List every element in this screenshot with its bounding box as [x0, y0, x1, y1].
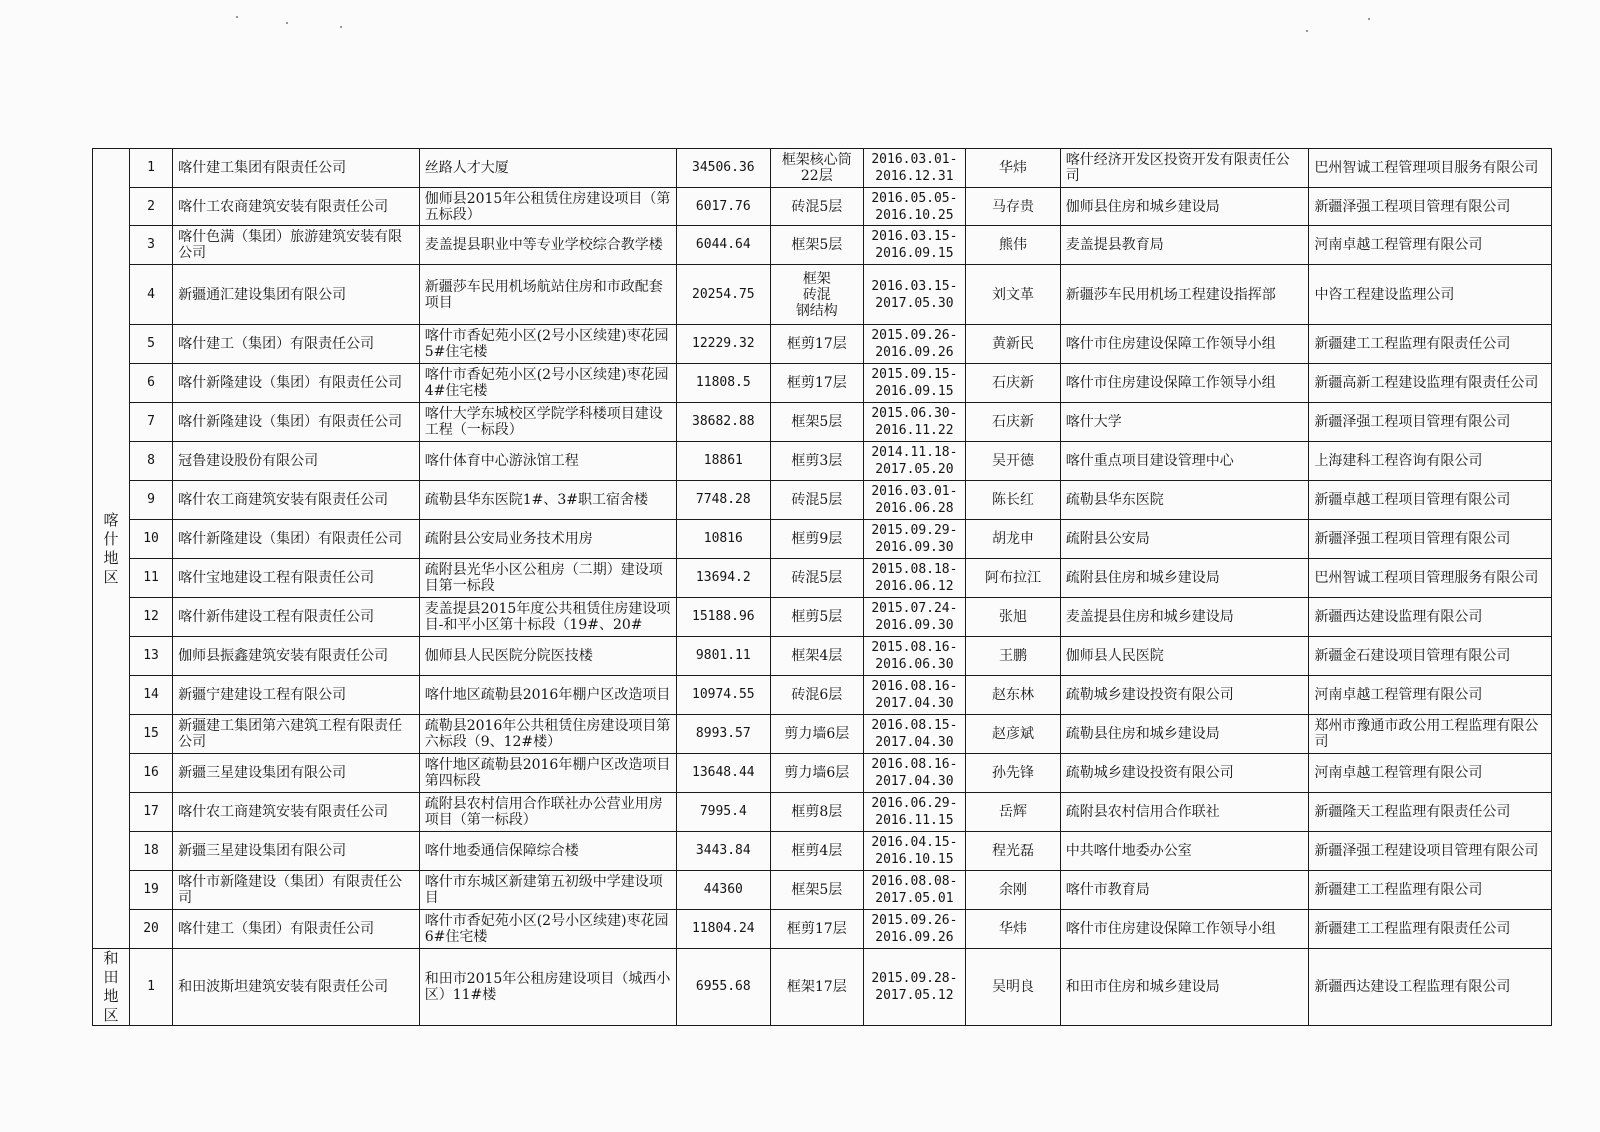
- construction-period: 2016.03.01- 2016.12.31: [863, 149, 966, 188]
- project-name: 喀什地区疏勒县2016年棚户区改造项目: [419, 676, 676, 715]
- project-manager: 张旭: [966, 598, 1061, 637]
- table-row: [93, 403, 1552, 442]
- project-manager: 程光磊: [966, 832, 1061, 871]
- row-number: 13: [129, 637, 172, 676]
- region-cell: [93, 949, 130, 1026]
- builder-company: 喀什建工集团有限责任公司: [173, 149, 420, 188]
- project-manager: 岳辉: [966, 793, 1061, 832]
- table-row: [93, 676, 1552, 715]
- scan-speck: [1368, 18, 1370, 20]
- construction-period: 2016.08.16- 2017.04.30: [863, 754, 966, 793]
- project-name: 喀什地区疏勒县2016年棚户区改造项目第四标段: [419, 754, 676, 793]
- table-row: [93, 520, 1552, 559]
- structure-type: 框架5层: [771, 403, 863, 442]
- building-area: 13648.44: [676, 754, 771, 793]
- building-area: 44360: [676, 871, 771, 910]
- row-number: 20: [129, 910, 172, 949]
- builder-company: 伽师县振鑫建筑安装有限责任公司: [173, 637, 420, 676]
- builder-company: 喀什新隆建设（集团）有限责任公司: [173, 520, 420, 559]
- structure-type: 框架17层: [771, 949, 863, 1026]
- structure-type: 框剪4层: [771, 832, 863, 871]
- construction-period: 2016.03.01- 2016.06.28: [863, 481, 966, 520]
- table-row: [93, 226, 1552, 265]
- structure-type: 砖混5层: [771, 188, 863, 226]
- owner-unit: 伽师县住房和城乡建设局: [1060, 188, 1309, 226]
- project-name: 喀什市香妃苑小区(2号小区续建)枣花园6#住宅楼: [419, 910, 676, 949]
- builder-company: 喀什农工商建筑安装有限责任公司: [173, 481, 420, 520]
- supervision-unit: 巴州智诚工程项目管理服务有限公司: [1309, 559, 1552, 598]
- structure-type: 框架核心筒 22层: [771, 149, 863, 188]
- building-area: 7748.28: [676, 481, 771, 520]
- building-area: 20254.75: [676, 265, 771, 325]
- table-row: [93, 325, 1552, 364]
- construction-period: 2015.06.30- 2016.11.22: [863, 403, 966, 442]
- structure-type: 框剪3层: [771, 442, 863, 481]
- owner-unit: 新疆莎车民用机场工程建设指挥部: [1060, 265, 1309, 325]
- structure-type: 框架4层: [771, 637, 863, 676]
- owner-unit: 麦盖提县教育局: [1060, 226, 1309, 265]
- row-number: 10: [129, 520, 172, 559]
- building-area: 10816: [676, 520, 771, 559]
- project-manager: 华炜: [966, 149, 1061, 188]
- owner-unit: 喀什市住房建设保障工作领导小组: [1060, 364, 1309, 403]
- region-cell: [93, 149, 130, 949]
- table-row: [93, 637, 1552, 676]
- builder-company: 冠鲁建设股份有限公司: [173, 442, 420, 481]
- owner-unit: 喀什重点项目建设管理中心: [1060, 442, 1309, 481]
- owner-unit: 麦盖提县住房和城乡建设局: [1060, 598, 1309, 637]
- supervision-unit: 新疆泽强工程建设项目管理有限公司: [1309, 832, 1552, 871]
- row-number: 14: [129, 676, 172, 715]
- supervision-unit: 新疆泽强工程项目管理有限公司: [1309, 520, 1552, 559]
- project-name: 伽师县人民医院分院医技楼: [419, 637, 676, 676]
- table-row: [93, 910, 1552, 949]
- owner-unit: 喀什经济开发区投资开发有限责任公司: [1060, 149, 1309, 188]
- owner-unit: 疏勒城乡建设投资有限公司: [1060, 754, 1309, 793]
- table-row: [93, 559, 1552, 598]
- project-name: 喀什市香妃苑小区(2号小区续建)枣花园5#住宅楼: [419, 325, 676, 364]
- building-area: 11808.5: [676, 364, 771, 403]
- owner-unit: 喀什大学: [1060, 403, 1309, 442]
- builder-company: 喀什工农商建筑安装有限责任公司: [173, 188, 420, 226]
- builder-company: 新疆三星建设集团有限公司: [173, 754, 420, 793]
- building-area: 11804.24: [676, 910, 771, 949]
- project-name: 喀什大学东城校区学院学科楼项目建设工程（一标段）: [419, 403, 676, 442]
- owner-unit: 疏勒城乡建设投资有限公司: [1060, 676, 1309, 715]
- structure-type: 框剪17层: [771, 910, 863, 949]
- supervision-unit: 郑州市豫通市政公用工程监理有限公司: [1309, 715, 1552, 754]
- project-manager: 余刚: [966, 871, 1061, 910]
- project-table-body: [93, 149, 1552, 1026]
- project-manager: 吴开德: [966, 442, 1061, 481]
- building-area: 12229.32: [676, 325, 771, 364]
- builder-company: 新疆建工集团第六建筑工程有限责任公司: [173, 715, 420, 754]
- construction-period: 2016.04.15- 2016.10.15: [863, 832, 966, 871]
- structure-type: 框剪8层: [771, 793, 863, 832]
- building-area: 10974.55: [676, 676, 771, 715]
- project-table: [92, 148, 1552, 1026]
- project-manager: 刘文革: [966, 265, 1061, 325]
- supervision-unit: 新疆西达建设工程监理有限公司: [1309, 949, 1552, 1026]
- row-number: 11: [129, 559, 172, 598]
- table-row: [93, 188, 1552, 226]
- owner-unit: 疏附县住房和城乡建设局: [1060, 559, 1309, 598]
- table-row: [93, 793, 1552, 832]
- table-row: [93, 754, 1552, 793]
- project-name: 疏附县公安局业务技术用房: [419, 520, 676, 559]
- supervision-unit: 新疆高新工程建设监理有限责任公司: [1309, 364, 1552, 403]
- row-number: 3: [129, 226, 172, 265]
- structure-type: 剪力墙6层: [771, 715, 863, 754]
- table-row: [93, 149, 1552, 188]
- structure-type: 框架5层: [771, 226, 863, 265]
- structure-type: 框剪5层: [771, 598, 863, 637]
- table-row: [93, 598, 1552, 637]
- supervision-unit: 新疆建工工程监理有限责任公司: [1309, 910, 1552, 949]
- project-manager: 华炜: [966, 910, 1061, 949]
- building-area: 18861: [676, 442, 771, 481]
- row-number: 16: [129, 754, 172, 793]
- project-name: 疏附县光华小区公租房（二期）建设项目第一标段: [419, 559, 676, 598]
- builder-company: 新疆三星建设集团有限公司: [173, 832, 420, 871]
- table-row: [93, 715, 1552, 754]
- building-area: 7995.4: [676, 793, 771, 832]
- supervision-unit: 新疆泽强工程项目管理有限公司: [1309, 188, 1552, 226]
- project-manager: 吴明良: [966, 949, 1061, 1026]
- region-name: 喀什地区: [103, 510, 119, 586]
- supervision-unit: 河南卓越工程管理有限公司: [1309, 226, 1552, 265]
- table-row: [93, 364, 1552, 403]
- building-area: 6017.76: [676, 188, 771, 226]
- supervision-unit: 新疆卓越工程项目管理有限公司: [1309, 481, 1552, 520]
- builder-company: 喀什建工（集团）有限责任公司: [173, 325, 420, 364]
- structure-type: 框剪9层: [771, 520, 863, 559]
- project-manager: 赵彦斌: [966, 715, 1061, 754]
- scan-speck: [1306, 30, 1308, 32]
- owner-unit: 伽师县人民医院: [1060, 637, 1309, 676]
- project-name: 丝路人才大厦: [419, 149, 676, 188]
- supervision-unit: 新疆泽强工程项目管理有限公司: [1309, 403, 1552, 442]
- construction-period: 2015.09.15- 2016.09.15: [863, 364, 966, 403]
- project-manager: 石庆新: [966, 364, 1061, 403]
- construction-period: 2016.03.15- 2017.05.30: [863, 265, 966, 325]
- row-number: 7: [129, 403, 172, 442]
- construction-period: 2015.07.24- 2016.09.30: [863, 598, 966, 637]
- project-name: 疏附县农村信用合作联社办公营业用房项目（第一标段）: [419, 793, 676, 832]
- builder-company: 喀什色满（集团）旅游建筑安装有限公司: [173, 226, 420, 265]
- supervision-unit: 新疆建工工程监理有限公司: [1309, 871, 1552, 910]
- builder-company: 喀什农工商建筑安装有限责任公司: [173, 793, 420, 832]
- construction-period: 2015.09.26- 2016.09.26: [863, 910, 966, 949]
- owner-unit: 疏附县农村信用合作联社: [1060, 793, 1309, 832]
- project-name: 喀什体育中心游泳馆工程: [419, 442, 676, 481]
- construction-period: 2015.09.28- 2017.05.12: [863, 949, 966, 1026]
- construction-period: 2016.08.15- 2017.04.30: [863, 715, 966, 754]
- project-name: 新疆莎车民用机场航站住房和市政配套项目: [419, 265, 676, 325]
- supervision-unit: 中咨工程建设监理公司: [1309, 265, 1552, 325]
- building-area: 34506.36: [676, 149, 771, 188]
- supervision-unit: 新疆隆天工程监理有限责任公司: [1309, 793, 1552, 832]
- project-manager: 王鹏: [966, 637, 1061, 676]
- structure-type: 砖混5层: [771, 559, 863, 598]
- building-area: 6044.64: [676, 226, 771, 265]
- structure-type: 剪力墙6层: [771, 754, 863, 793]
- structure-type: 框剪17层: [771, 325, 863, 364]
- building-area: 9801.11: [676, 637, 771, 676]
- row-number: 6: [129, 364, 172, 403]
- row-number: 1: [129, 949, 172, 1026]
- construction-period: 2016.08.16- 2017.04.30: [863, 676, 966, 715]
- region-name: 和田地区: [103, 949, 119, 1024]
- row-number: 17: [129, 793, 172, 832]
- row-number: 8: [129, 442, 172, 481]
- table-row: [93, 871, 1552, 910]
- project-name: 喀什市东城区新建第五初级中学建设项目: [419, 871, 676, 910]
- table-row: [93, 265, 1552, 325]
- project-manager: 熊伟: [966, 226, 1061, 265]
- project-name: 疏勒县华东医院1#、3#职工宿舍楼: [419, 481, 676, 520]
- owner-unit: 喀什市教育局: [1060, 871, 1309, 910]
- project-name: 喀什地委通信保障综合楼: [419, 832, 676, 871]
- builder-company: 喀什市新隆建设（集团）有限责任公司: [173, 871, 420, 910]
- owner-unit: 喀什市住房建设保障工作领导小组: [1060, 325, 1309, 364]
- construction-period: 2016.03.15- 2016.09.15: [863, 226, 966, 265]
- owner-unit: 疏附县公安局: [1060, 520, 1309, 559]
- row-number: 18: [129, 832, 172, 871]
- scan-speck: [286, 22, 288, 24]
- project-manager: 胡龙申: [966, 520, 1061, 559]
- structure-type: 砖混6层: [771, 676, 863, 715]
- scan-speck: [236, 16, 238, 18]
- row-number: 1: [129, 149, 172, 188]
- construction-period: 2014.11.18- 2017.05.20: [863, 442, 966, 481]
- builder-company: 新疆通汇建设集团有限公司: [173, 265, 420, 325]
- building-area: 13694.2: [676, 559, 771, 598]
- supervision-unit: 巴州智诚工程管理项目服务有限公司: [1309, 149, 1552, 188]
- builder-company: 和田波斯坦建筑安装有限责任公司: [173, 949, 420, 1026]
- row-number: 9: [129, 481, 172, 520]
- supervision-unit: 上海建科工程咨询有限公司: [1309, 442, 1552, 481]
- project-manager: 赵东林: [966, 676, 1061, 715]
- owner-unit: 喀什市住房建设保障工作领导小组: [1060, 910, 1309, 949]
- project-manager: 黄新民: [966, 325, 1061, 364]
- owner-unit: 中共喀什地委办公室: [1060, 832, 1309, 871]
- structure-type: 框架 砖混 钢结构: [771, 265, 863, 325]
- supervision-unit: 河南卓越工程管理有限公司: [1309, 754, 1552, 793]
- row-number: 19: [129, 871, 172, 910]
- scan-speck: [340, 26, 342, 28]
- row-number: 15: [129, 715, 172, 754]
- project-manager: 孙先锋: [966, 754, 1061, 793]
- project-name: 麦盖提县2015年度公共租赁住房建设项目-和平小区第十标段（19#、20#: [419, 598, 676, 637]
- owner-unit: 和田市住房和城乡建设局: [1060, 949, 1309, 1026]
- project-name: 和田市2015年公租房建设项目（城西小区）11#楼: [419, 949, 676, 1026]
- building-area: 3443.84: [676, 832, 771, 871]
- table-row: [93, 949, 1552, 1026]
- construction-period: 2015.09.29- 2016.09.30: [863, 520, 966, 559]
- builder-company: 喀什新隆建设（集团）有限责任公司: [173, 364, 420, 403]
- project-name: 喀什市香妃苑小区(2号小区续建)枣花园4#住宅楼: [419, 364, 676, 403]
- construction-period: 2016.08.08- 2017.05.01: [863, 871, 966, 910]
- project-manager: 马存贵: [966, 188, 1061, 226]
- table-row: [93, 832, 1552, 871]
- owner-unit: 疏勒县华东医院: [1060, 481, 1309, 520]
- construction-period: 2016.06.29- 2016.11.15: [863, 793, 966, 832]
- row-number: 5: [129, 325, 172, 364]
- builder-company: 喀什新隆建设（集团）有限责任公司: [173, 403, 420, 442]
- building-area: 8993.57: [676, 715, 771, 754]
- supervision-unit: 新疆建工工程监理有限责任公司: [1309, 325, 1552, 364]
- building-area: 6955.68: [676, 949, 771, 1026]
- table-row: [93, 442, 1552, 481]
- construction-period: 2015.09.26- 2016.09.26: [863, 325, 966, 364]
- builder-company: 喀什建工（集团）有限责任公司: [173, 910, 420, 949]
- supervision-unit: 新疆金石建设项目管理有限公司: [1309, 637, 1552, 676]
- table-row: [93, 481, 1552, 520]
- building-area: 15188.96: [676, 598, 771, 637]
- construction-period: 2016.05.05- 2016.10.25: [863, 188, 966, 226]
- project-manager: 石庆新: [966, 403, 1061, 442]
- builder-company: 喀什新伟建设工程有限责任公司: [173, 598, 420, 637]
- project-name: 伽师县2015年公租赁住房建设项目（第五标段）: [419, 188, 676, 226]
- builder-company: 喀什宝地建设工程有限责任公司: [173, 559, 420, 598]
- owner-unit: 疏勒县住房和城乡建设局: [1060, 715, 1309, 754]
- project-name: 麦盖提县职业中等专业学校综合教学楼: [419, 226, 676, 265]
- construction-period: 2015.08.18- 2016.06.12: [863, 559, 966, 598]
- construction-period: 2015.08.16- 2016.06.30: [863, 637, 966, 676]
- building-area: 38682.88: [676, 403, 771, 442]
- project-manager: 阿布拉江: [966, 559, 1061, 598]
- supervision-unit: 河南卓越工程管理有限公司: [1309, 676, 1552, 715]
- structure-type: 砖混5层: [771, 481, 863, 520]
- project-name: 疏勒县2016年公共租赁住房建设项目第六标段（9、12#楼）: [419, 715, 676, 754]
- row-number: 4: [129, 265, 172, 325]
- row-number: 12: [129, 598, 172, 637]
- builder-company: 新疆宁建建设工程有限公司: [173, 676, 420, 715]
- structure-type: 框剪17层: [771, 364, 863, 403]
- structure-type: 框架5层: [771, 871, 863, 910]
- row-number: 2: [129, 188, 172, 226]
- supervision-unit: 新疆西达建设监理有限公司: [1309, 598, 1552, 637]
- project-manager: 陈长红: [966, 481, 1061, 520]
